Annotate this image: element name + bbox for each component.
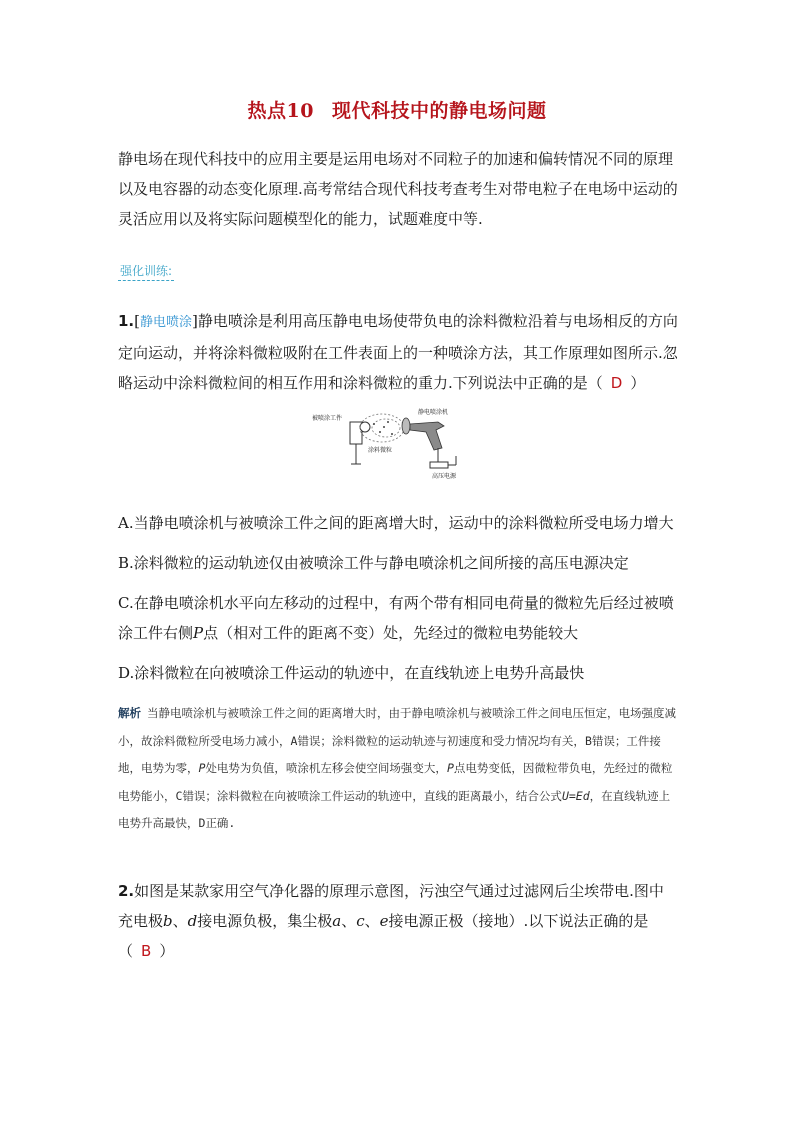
label-workpiece: 被喷涂工件 bbox=[312, 415, 343, 422]
separator: 、 bbox=[172, 912, 188, 930]
analysis-text: 当静电喷涂机与被喷涂工件之间的距离增大时，由于静电喷涂机与被喷涂工件之间电压恒定，电场强度减小，故涂料微粒所受电场力减小， bbox=[118, 706, 676, 748]
question-2-end: ） bbox=[159, 942, 175, 960]
question-1-stem bbox=[118, 306, 678, 398]
spray-gun-icon bbox=[410, 422, 444, 450]
option-c bbox=[118, 588, 678, 648]
topic-bracket-open: [ bbox=[134, 312, 140, 330]
page-title bbox=[0, 96, 794, 123]
title-topic: 现代科技中的静电场问题 bbox=[331, 100, 547, 122]
analysis-text: 错误；涂料微粒的运动轨迹与初速度和受力情况均有关， bbox=[297, 733, 585, 748]
question-1-answer: D bbox=[610, 374, 623, 392]
option-c-text-2: 点（相对工件的距离不变）处，先经过的微粒电势能较大 bbox=[203, 624, 579, 642]
analysis-text: 点电势变低，因微粒带负电，先经过的微粒电势能小， bbox=[118, 761, 673, 803]
analysis-var-p: P bbox=[198, 761, 206, 775]
analysis-text: 正确. bbox=[205, 816, 236, 830]
question-2-text: 接电源负极，集尘极 bbox=[197, 912, 333, 930]
separator: 、 bbox=[364, 912, 380, 930]
electrostatic-spray-diagram bbox=[310, 404, 480, 482]
label-particles: 涂料微粒 bbox=[368, 447, 393, 454]
spray-cloud-inner bbox=[372, 419, 400, 437]
question-2-number: 2. bbox=[118, 882, 135, 900]
electrode-b: b bbox=[163, 912, 173, 930]
separator: 、 bbox=[341, 912, 357, 930]
option-c-text-1: C.在静电喷涂机水平向左移动的过程中，有两个带有相同电荷量的微粒先后经过被喷涂工件右侧 bbox=[118, 594, 674, 642]
analysis-formula: U=Ed bbox=[561, 788, 590, 803]
label-spray-machine: 静电喷涂机 bbox=[418, 409, 449, 416]
analysis-ref-b: B bbox=[584, 733, 592, 748]
question-1-text: 静电喷涂是利用高压静电电场使带负电的涂料微粒沿着与电场相反的方向定向运动，并将涂料微粒吸附在工件表面上的一种喷涂方法，其工作原理如图所示.忽略运动中涂料微粒间的相互作用和涂料微粒的重力.下列说法中正确的是（ bbox=[118, 312, 678, 392]
option-c-var-p: P bbox=[193, 624, 204, 642]
electrode-a: a bbox=[332, 912, 342, 930]
analysis-text: 错误；工件接地，电势为零， bbox=[118, 733, 661, 775]
section-tag: 强化训练: bbox=[118, 262, 174, 281]
analysis-ref-d: D bbox=[198, 816, 206, 830]
electrode-d: d bbox=[187, 912, 198, 930]
question-1-topic: 静电喷涂 bbox=[140, 315, 193, 330]
question-2-stem bbox=[118, 876, 678, 966]
analysis-label: 解析 bbox=[118, 706, 141, 720]
option-d: D.涂料微粒在向被喷涂工件运动的轨迹中，在直线轨迹上电势升高最快 bbox=[118, 664, 585, 682]
analysis-ref-a: A bbox=[290, 733, 298, 748]
question-1-end: ） bbox=[630, 374, 646, 392]
spray-nozzle bbox=[402, 418, 410, 434]
analysis-text: ，在直线轨迹上电势升高最快， bbox=[118, 788, 671, 830]
question-2-text: 接电源正极（接地）.以下说法正确的是（ bbox=[118, 912, 649, 960]
question-1-number: 1. bbox=[118, 312, 135, 330]
option-b: B.涂料微粒的运动轨迹仅由被喷涂工件与静电喷涂机之间所接的高压电源决定 bbox=[118, 554, 629, 572]
analysis-text: 处电势为负值，喷涂机左移会使空间场强变大， bbox=[205, 761, 447, 775]
electrode-c: c bbox=[356, 912, 365, 930]
label-power-supply: 高压电源 bbox=[432, 473, 457, 480]
analysis-text: 错误；涂料微粒在向被喷涂工件运动的轨迹中，直线的距离最小，结合公式 bbox=[182, 788, 562, 803]
title-hotspot-number: 热点10 bbox=[247, 100, 314, 122]
electrode-e: e bbox=[379, 912, 389, 930]
question-2-text: 如图是某款家用空气净化器的原理示意图，污浊空气通过过滤网后尘埃带电.图中充电极 bbox=[118, 882, 664, 930]
analysis-ref-c: C bbox=[175, 788, 183, 803]
topic-bracket-close: ] bbox=[192, 312, 198, 330]
question-2-answer: B bbox=[141, 942, 152, 960]
intro-paragraph: 静电场在现代科技中的应用主要是运用电场对不同粒子的加速和偏转情况不同的原理以及电容器的动态变化原理.高考常结合现代科技考查考生对带电粒子在电场中运动的灵活应用以及将实际问题模型化的能力，试题难度中等. bbox=[118, 150, 678, 228]
analysis-var-p: P bbox=[446, 761, 454, 775]
option-a: A.当静电喷涂机与被喷涂工件之间的距离增大时，运动中的涂料微粒所受电场力增大 bbox=[118, 514, 674, 532]
power-supply-icon bbox=[430, 462, 448, 468]
question-1-analysis bbox=[118, 700, 680, 838]
